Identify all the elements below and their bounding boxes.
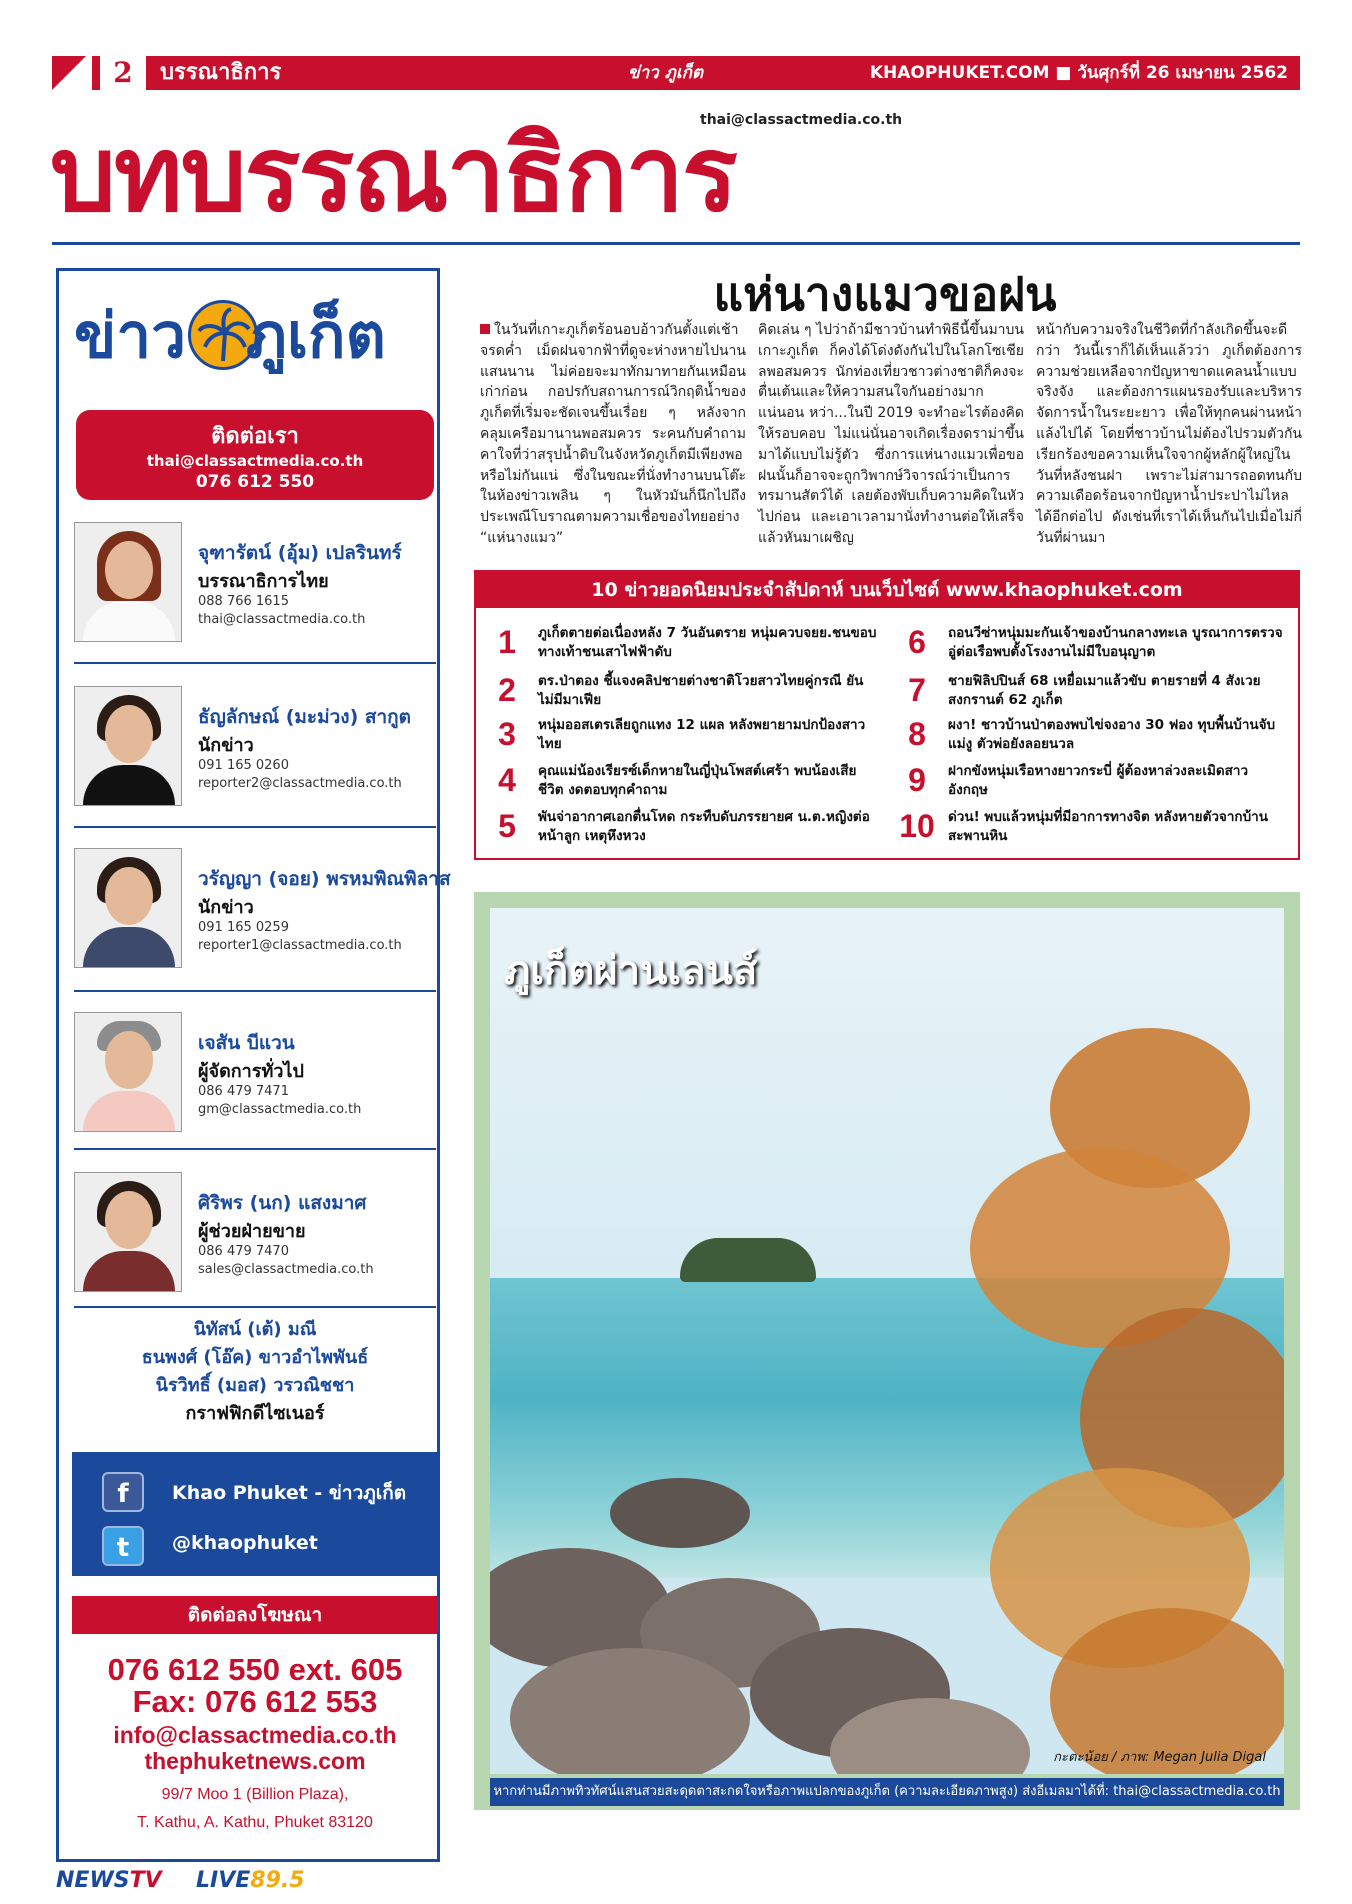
top10-headline[interactable]: ฝากขังหนุ่มเรือหางยาวกระบี่ ผู้ต้องหาล่วงละเมิดสาวอังกฤษ — [948, 763, 1249, 798]
news-tv-logo — [56, 1868, 162, 1893]
live-text: LIVE — [196, 1868, 251, 1893]
photo-credit: กะตะน้อย / ภาพ: Megan Julia Digal — [1053, 1750, 1266, 1765]
page-title: บทบรรณาธิการ — [50, 113, 736, 235]
ads-phone[interactable]: 076 612 550 ext. 605 — [107, 1652, 403, 1687]
live-freq: 89.5 — [250, 1868, 305, 1893]
ads-address-line2: T. Kathu, A. Kathu, Phuket 83120 — [137, 1814, 373, 1831]
top10-item[interactable] — [484, 668, 884, 716]
top10-number: 9 — [908, 762, 926, 798]
corner-mark — [52, 56, 92, 90]
top10-item[interactable] — [894, 668, 1294, 716]
top10-headline[interactable]: คุณแม่น้องเรียรซ์เด็กหายในญี่ปุ่นโพสต์เศร้า พบน้องเสียชีวิต งดตอบทุกคำถาม — [538, 763, 857, 798]
top10-item[interactable] — [484, 758, 884, 806]
article-title: แห่นางแมวขอฝน — [713, 267, 1057, 321]
top10-number: 7 — [908, 672, 926, 708]
top10-number: 5 — [498, 808, 516, 844]
page-number: 2 — [100, 56, 146, 90]
top10-item[interactable] — [894, 712, 1294, 760]
staff-card — [72, 848, 451, 998]
article-column-3: หน้ากับความจริงในชีวิตที่กำลังเกิดขึ้นจะดีกว่า วันนี้เราก็ได้เห็นแล้วว่า ภูเก็ตต้องการความช่วยเหลือจากปัญหาขาดแคลนน้ำแบบจริงจัง และต้องการแผนรองรับและบริหารจัดการน้ำในระยะยาว เพื่อให้ทุกคนผ่านหน้าแล้งไปได้ โดยที่ชาวบ้านไม่ต้องไปรวมตัวกันเรียกร้องขอความเห็นใจจากผู้หลักผู้ใหญ่ในวันที่หลังชนฝา เพราะไม่สามารถอดทนกับความเดือดร้อนจากปัญหาน้ำประปาไม่ไหลได้อีกต่อไป ดังเช่นที่เราได้เห็นกันไปเมื่อไม่กี่วันที่ผ่านมา — [1036, 322, 1302, 546]
top10-item[interactable] — [894, 804, 1294, 852]
top10-item[interactable] — [484, 620, 884, 668]
top10-number: 6 — [908, 624, 926, 660]
top10-number: 8 — [908, 716, 926, 752]
staff-phone[interactable]: 088 766 1615 — [198, 594, 289, 609]
staff-email[interactable]: sales@classactmedia.co.th — [198, 1262, 374, 1277]
top10-headline[interactable]: ถอนวีซ่าหนุ่มมะกันเจ้าของบ้านกลางทะเล บูรณาการตรวจอู่ต่อเรือพบตั้งโรงงานไม่มีใบอนุญาต — [948, 625, 1283, 660]
top10-number: 2 — [498, 672, 516, 708]
staff-divider — [74, 826, 436, 828]
staff-photo — [74, 1172, 182, 1292]
ads-address-line1: 99/7 Moo 1 (Billion Plaza), — [161, 1786, 349, 1803]
contact-email[interactable]: thai@classactmedia.co.th — [146, 452, 364, 470]
staff-name: จุฑารัตน์ (อุ้ม) เปลรินทร์ — [198, 542, 402, 564]
top10-item[interactable] — [894, 620, 1294, 668]
logo-text-right: ภูเก็ต — [246, 299, 386, 372]
top10-headline[interactable]: ตร.ป่าตอง ชี้แจงคลิปชายต่างชาติโวยสาวไทยคู่กรณี ยันไม่มีมาเฟีย — [538, 673, 864, 708]
staff-email[interactable]: gm@classactmedia.co.th — [198, 1102, 362, 1117]
masthead-logo: ข่าว ภูเก็ต — [628, 63, 703, 83]
staff-card — [72, 1012, 436, 1162]
staff-card — [72, 522, 436, 672]
photo-caption: หากท่านมีภาพทิวทัศน์แสนสวยสะดุดตาสะกดใจหรือภาพแปลกของภูเก็ต (ความละเอียดภาพสูง) ส่งอีเมลมาได้ที่: thai@classactmedia.co.th — [490, 1778, 1284, 1806]
staff-card — [72, 1172, 436, 1322]
top10-headline[interactable]: ด่วน! พบแล้วหนุ่มที่มีอาการทางจิต หลังหายตัวจากบ้านสะพานหิน — [948, 809, 1268, 844]
staff-email[interactable]: reporter1@classactmedia.co.th — [198, 938, 402, 953]
top10-title: 10 ข่าวยอดนิยมประจำสัปดาห์ บนเว็บไซต์ www.khaophuket.com — [476, 572, 1298, 608]
article-column-2: คิดเล่น ๆ ไปว่าถ้ามีชาวบ้านทำพิธีนี้ขึ้นมาบนเกาะภูเก็ต ก็คงได้โด่งดังกันไปในโลกโซเชียลพอสมควร นักท่องเที่ยวชาวต่างชาติก็คงจะตื่นเต้นและให้ความสนใจกันอย่างมากแน่นอน หว่า...ในปี 2019 จะทำอะไรต้องคิดให้รอบคอบ ไม่แน่นั่นอาจเกิดเรื่องดราม่าขึ้นมาได้แบบไม่รู้ตัว ซึ่งการแห่นางแมวเพื่อขอฝนนั้นก็อาจจะถูกวิพากษ์วิจารณ์ว่าเป็นการทรมานสัตว์ได้ เลยต้องพับเก็บความคิดในหัวไปก่อน และเอาเวลามานั่งทำงานต่อให้เสร็จ แล้วหันมาเผชิญ — [758, 322, 1024, 546]
staff-phone[interactable]: 091 165 0260 — [198, 758, 289, 773]
photo-section-title: ภูเก็ตผ่านเลนส์ — [504, 948, 758, 994]
staff-email[interactable]: reporter2@classactmedia.co.th — [198, 776, 402, 791]
ads-title: ติดต่อลงโฆษณา — [72, 1596, 438, 1634]
staff-name: เจสัน บีแวน — [198, 1032, 295, 1054]
top10-item[interactable] — [894, 758, 1294, 806]
staff-divider — [74, 1306, 436, 1308]
editor-email[interactable]: thai@classactmedia.co.th — [700, 112, 903, 128]
section-label: บรรณาธิการ — [160, 60, 282, 85]
ads-email[interactable]: info@classactmedia.co.th — [113, 1722, 397, 1748]
staff-card — [72, 686, 436, 836]
social-box — [72, 1452, 438, 1576]
staff-email[interactable]: thai@classactmedia.co.th — [198, 612, 366, 627]
news-tv-text: NEWS — [56, 1868, 130, 1893]
photo-island — [680, 1238, 816, 1282]
staff-divider — [74, 662, 436, 664]
graphic-designers — [74, 1316, 436, 1428]
live-radio-logo — [196, 1868, 305, 1893]
staff-name: วรัญญา (จอย) พรหมพิณพิลาส — [198, 868, 451, 890]
ads-website[interactable]: thephuketnews.com — [144, 1748, 366, 1774]
photo-tree — [930, 1008, 1284, 1774]
staff-role: ผู้จัดการทั่วไป — [198, 1061, 304, 1082]
top10-headline[interactable]: ชายฟิลิปปินส์ 68 เหยื่อเมาแล้วขับ ตายรายที่ 4 สังเวยสงกรานต์ 62 ภูเก็ต — [948, 673, 1261, 708]
news-tv-text-b: TV — [129, 1868, 162, 1893]
contact-box — [76, 410, 434, 500]
top10-headline[interactable]: หนุ่มออสเตรเลียถูกแทง 12 แผล หลังพยายามปกป้องสาวไทย — [538, 717, 866, 752]
staff-name: ศิริพร (นก) แสงมาศ — [198, 1192, 367, 1214]
facebook-icon: f — [102, 1472, 144, 1512]
top10-item[interactable] — [484, 712, 884, 760]
top10-headline[interactable]: ผงา! ชาวบ้านป่าตองพบไข่จงอาง 30 ฟอง ทุบพื้นบ้านจับแม่งู ตัวพ่อยังลอยนวล — [948, 717, 1276, 752]
staff-photo — [74, 686, 182, 806]
designer-role: กราฟฟิกดีไซเนอร์ — [185, 1403, 325, 1424]
staff-photo — [74, 848, 182, 968]
top10-item[interactable] — [484, 804, 884, 852]
top10-number: 10 — [899, 808, 935, 844]
staff-role: บรรณาธิการไทย — [198, 571, 329, 592]
contact-phone[interactable]: 076 612 550 — [195, 472, 315, 492]
top10-number: 1 — [498, 624, 516, 660]
staff-phone[interactable]: 086 479 7471 — [198, 1084, 289, 1099]
staff-role: นักข่าว — [198, 897, 254, 918]
staff-phone[interactable]: 086 479 7470 — [198, 1244, 289, 1259]
staff-role: ผู้ช่วยฝ่ายขาย — [198, 1221, 306, 1242]
twitter-icon: t — [102, 1526, 144, 1566]
title-divider — [52, 242, 1300, 245]
bullet-icon — [480, 324, 490, 334]
designer-name: ธนพงศ์ (โอ๊ค) ขาวอำไพพันธ์ — [141, 1347, 369, 1368]
contact-title: ติดต่อเรา — [211, 424, 299, 449]
staff-name: ธัญลักษณ์ (มะม่วง) สากูต — [198, 706, 411, 728]
staff-divider — [74, 990, 436, 992]
top10-number: 3 — [498, 716, 516, 752]
top10-number: 4 — [498, 762, 516, 798]
designer-name: นิทัสน์ (เต้) มณี — [193, 1319, 317, 1340]
facebook-label[interactable]: Khao Phuket - ข่าวภูเก็ต — [172, 1482, 407, 1504]
staff-photo — [74, 522, 182, 642]
khaophuket-logo — [74, 290, 434, 390]
top10-headline[interactable]: พันจ่าอากาศเอกตื่นโหด กระทืบดับภรรยายศ น.ต.หญิงต่อหน้าลูก เหตุหึงหวง — [538, 809, 870, 844]
staff-role: นักข่าว — [198, 735, 254, 756]
logo-text-left: ข่าว — [74, 299, 187, 372]
article-column-1 — [480, 320, 746, 549]
site-and-date: KHAOPHUKET.COM ■ วันศุกร์ที่ 26 เมษายน 2562 — [869, 63, 1288, 83]
twitter-label[interactable]: @khaophuket — [172, 1532, 318, 1554]
staff-phone[interactable]: 091 165 0259 — [198, 920, 289, 935]
top10-box — [474, 570, 1300, 860]
article-text: ในวันที่เกาะภูเก็ตร้อนอบอ้าวกันตั้งแต่เช้าจรดค่ำ เม็ดฝนจากฟ้าที่ดูจะห่างหายไปนานแสนนาน ไม่ค่อยจะมาทักมาทายกันเหมือนเก่าก่อน กอปรกับสถานการณ์วิกฤติน้ำของภูเก็ตที่เริ่มจะชัดเจนขึ้นเรื่อย ๆ หลังจากคลุมเครือมานานพอสมควร ระคนกับคำถามคาใจที่ว่าสรุปน้ำดิบในจังหวัดภูเก็ตมีเพียงพอหรือไม่กันแน่ ซึ่งในขณะที่นั่งทำงานบนโต๊ะในห้องข่าวเพลิน ๆ ในหัวมันก็นึกไปถึงประเพณีโบราณตามความเชื่อของไทยอย่าง “แห่นางแมว” — [480, 322, 746, 546]
ads-fax: Fax: 076 612 553 — [132, 1684, 378, 1719]
staff-divider — [74, 1148, 436, 1150]
beach-photo — [490, 908, 1284, 1774]
top10-headline[interactable]: ภูเก็ตตายต่อเนื่องหลัง 7 วันอันตราย หนุ่มควบจยย.ชนขอบทางเท้าชนเสาไฟฟ้าดับ — [538, 625, 877, 660]
staff-photo — [74, 1012, 182, 1132]
designer-name: นิรวิทธิ์ (มอส) วรวณิชชา — [155, 1375, 355, 1396]
